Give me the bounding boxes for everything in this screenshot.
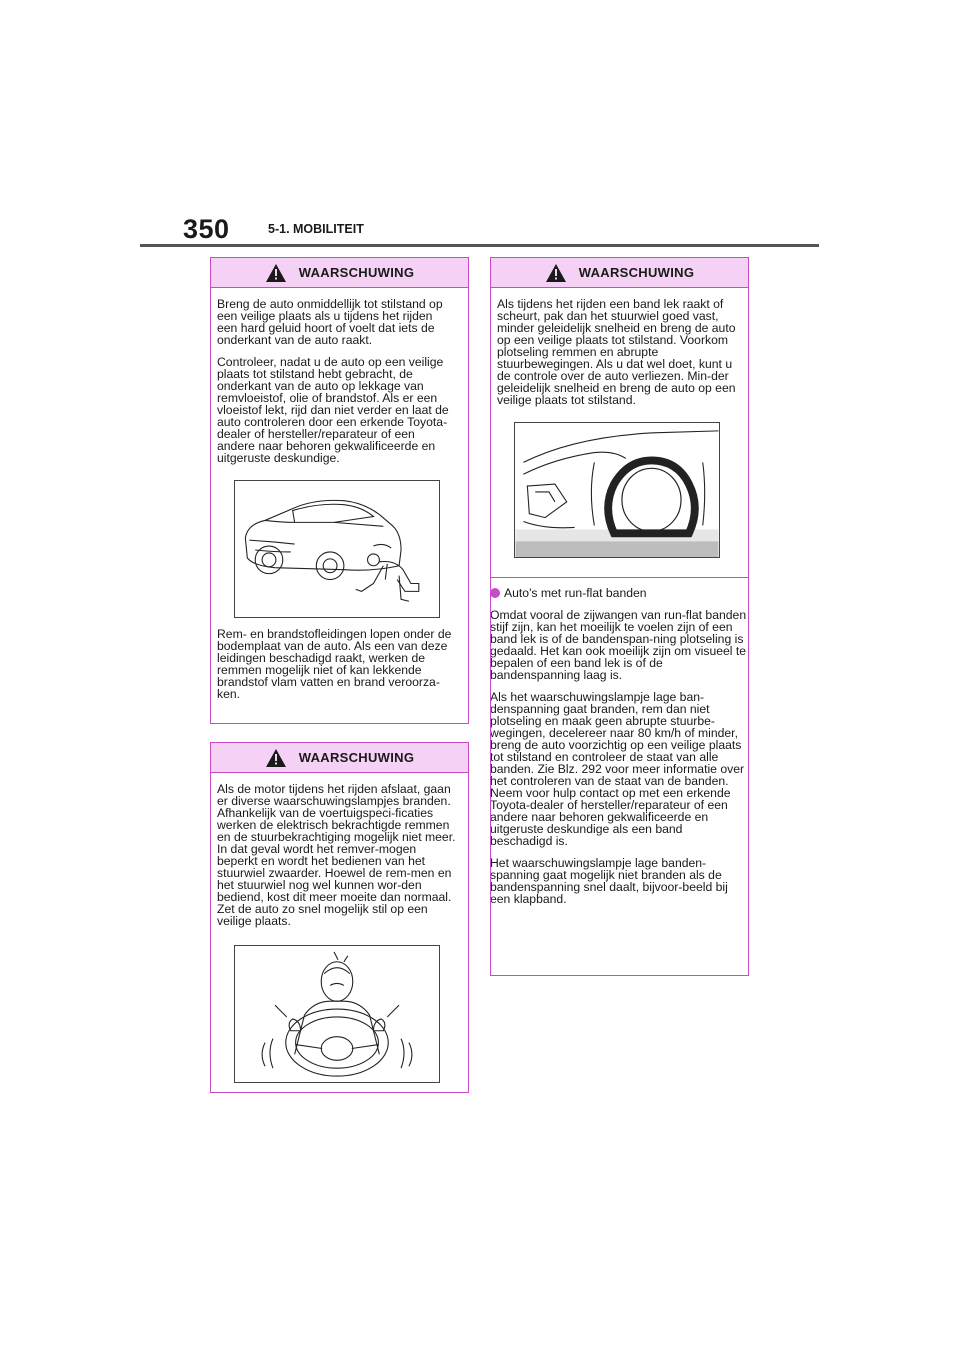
warning-paragraph: Als de motor tijdens het rijden afslaat, gaan er diverse waarschuwingslampjes branden. Afhankelijk van de voertuigspeci-ficaties werken de elektrisch bekrachtigde remmen en de stuurbekrachtiging mogelijk niet meer. In dat geval wordt het remver-mogen beperkt en wordt het bedienen van het stuurwiel zwaarder. Hoewel de rem-men en het stuurwiel nog wel kunnen wor-den bediend, kost dit meer moeite dan normaal. Zet de auto zo snel mogelijk stil op een veilige plaats.	[217, 782, 456, 928]
warning-box-flat-tire	[490, 257, 749, 578]
page-number: 350	[183, 214, 230, 244]
runflat-paragraph: Het waarschuwingslampje lage banden-spanning gaat mogelijk niet branden als de bandenspanning snel daalt, bijvoor-beeld bij een klapband.	[490, 856, 728, 906]
warning-paragraph: Rem- en brandstofleidingen lopen onder de bodemplaat van de auto. Als een van deze leidingen beschadigd raakt, werken de remmen mogelijk niet of kan lekkende brandstof vlam vatten en brand veroorza-ken.	[217, 627, 452, 701]
warning-title: WAARSCHUWING	[578, 265, 695, 280]
inspection-illustration	[234, 480, 440, 618]
steering-illustration	[234, 945, 440, 1083]
warning-paragraph: Als tijdens het rijden een band lek raakt of scheurt, pak dan het stuurwiel goed vast, minder geleidelijk snelheid en breng de auto op een veilige plaats tot stilstand. Voorkom plotseling remmen en abrupte stuurbewegingen. Als u dat wel doet, kunt u de controle over de auto verliezen. Min-der geleidelijk snelheid en breng de auto op een veilige plaats tot stilstand.	[497, 297, 736, 407]
runflat-heading: Auto's met run-flat banden	[504, 586, 647, 600]
warning-paragraph: Controleer, nadat u de auto op een veilige plaats tot stilstand hebt gebracht, de onderkant van de auto op lekkage van remvloeistof, olie of brandstof. Als er een vloeistof lekt, rijd dan niet verder en laat de auto controleren door een erkende Toyota-dealer of hersteller/reparateur of een andere naar behoren gekwalificeerde en uitgeruste deskundige.	[217, 355, 449, 465]
section-title: 5-1. MOBILITEIT	[268, 222, 364, 236]
warning-box-underbody	[210, 257, 469, 724]
runflat-paragraph: Als het waarschuwingslampje lage ban-denspanning gaat branden, rem dan niet plotseling en maak geen abrupte stuurbe-wegingen, decelereer naar 80 km/h of minder, breng de auto voorzichtig op een veilige plaats tot stilstand en controleer de staat van alle banden. Zie Blz. 292 voor meer informatie over het controleren van de staat van de banden. Neem voor hulp contact op met een erkende Toyota-dealer of hersteller/reparateur of een andere naar behoren gekwalificeerde en uitgeruste deskundige als een band beschadigd is.	[490, 690, 745, 848]
warning-box-engine-stall	[210, 742, 469, 1093]
warning-title: WAARSCHUWING	[298, 265, 415, 280]
warning-paragraph: Breng de auto onmiddellijk tot stilstand op een veilige plaats als u tijdens het rijden een hard geluid hoort of voelt dat iets de onderkant van de auto raakt.	[217, 297, 443, 347]
runflat-frame	[490, 578, 749, 976]
warning-triangle-icon	[545, 263, 567, 283]
header-rule	[140, 244, 819, 247]
warning-triangle-icon	[265, 263, 287, 283]
warning-header	[211, 258, 468, 288]
warning-header	[491, 258, 748, 288]
runflat-paragraph: Omdat vooral de zijwangen van run-flat banden stijf zijn, kan het moeilijk te voelen zijn of een band lek is of de bandenspan-ning plotseling is gedaald. Het kan ook moeilijk zijn om visueel te bepalen of een band lek is of de bandenspanning laag is.	[490, 608, 747, 682]
warning-triangle-icon	[265, 748, 287, 768]
warning-header	[211, 743, 468, 773]
warning-title: WAARSCHUWING	[298, 750, 415, 765]
flat-tire-illustration	[514, 422, 720, 558]
